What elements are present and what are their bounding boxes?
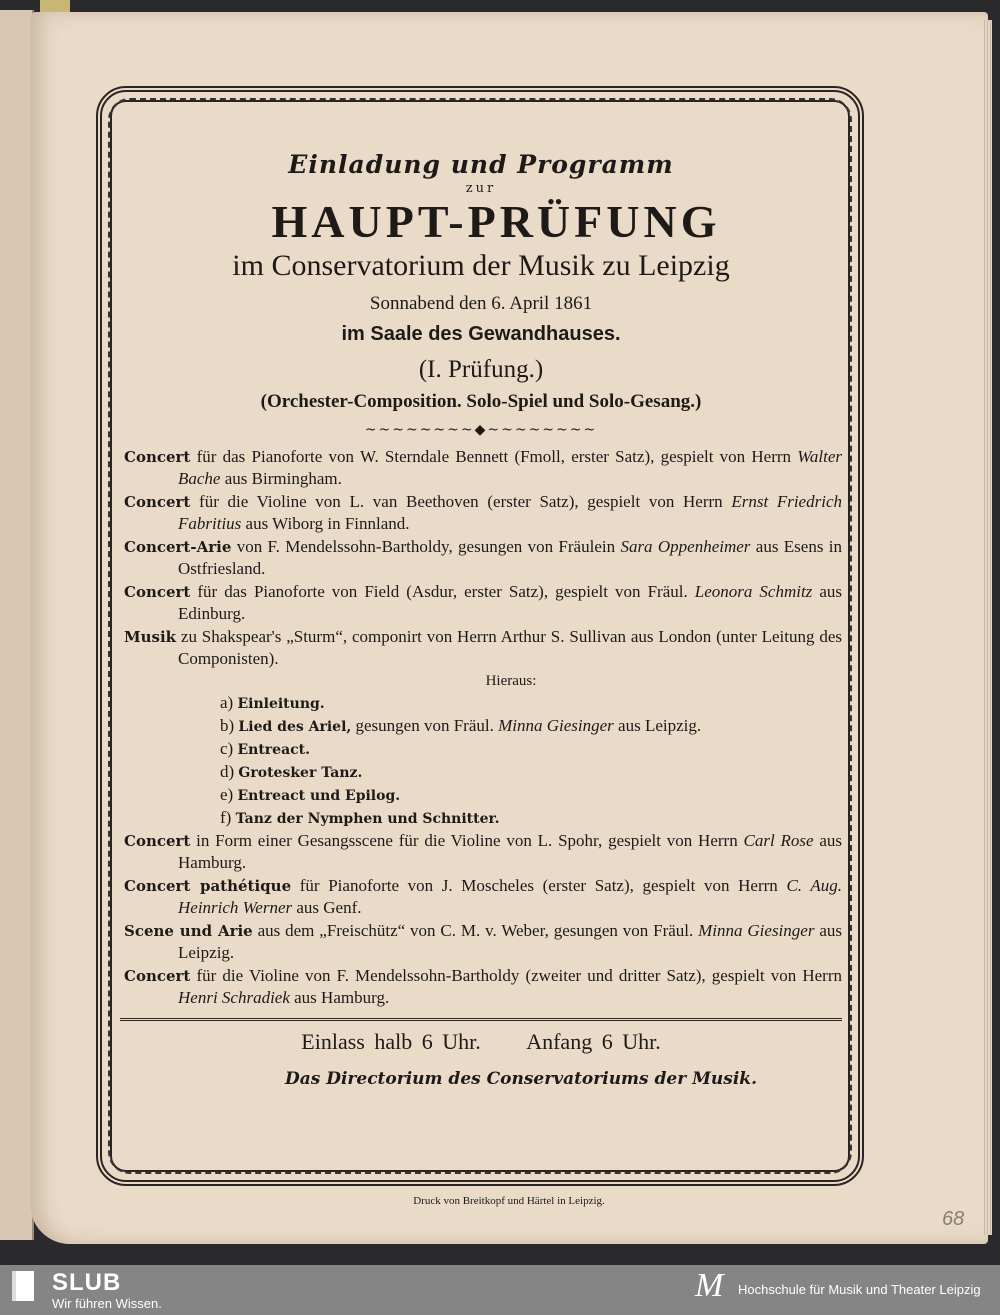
program-entry (120, 536, 842, 579)
performer-origin: aus Edinburg. (178, 582, 842, 623)
entry-work: Scene und Arie (124, 922, 253, 940)
program-entry (120, 626, 842, 669)
performer-name: Leonora Schmitz (694, 582, 813, 601)
entry-work: Concert (124, 967, 191, 985)
performer-origin: aus Leipzig. (613, 716, 702, 735)
program-entry (120, 920, 842, 963)
performer-name: Sara Oppenheimer (620, 537, 751, 556)
entry-details: in Form einer Gesangsscene für die Violine von L. Spohr, gespielt von Herrn (190, 831, 744, 850)
performer-name: Carl Rose (743, 831, 814, 850)
entry-details: aus dem „Freischütz“ von C. M. v. Weber, gesungen von Fräul. (252, 921, 699, 940)
performer-name: C. Aug. Heinrich Werner (178, 876, 843, 917)
performer-origin: aus Leipzig. (178, 921, 842, 962)
venue: im Saale des Gewandhauses. (341, 323, 621, 345)
exam-number: (I. Prüfung.) (418, 356, 544, 383)
entry-work: Concert (124, 832, 191, 850)
categories: (Orchester-Composition. Solo-Spiel und Solo-Gesang.) (260, 391, 702, 412)
start-time: Anfang 6 Uhr. (526, 1029, 661, 1054)
entry-details: für Pianoforte von J. Moscheles (erster Satz), gespielt von Herrn (291, 876, 787, 895)
entry-work: Lied des Ariel, (238, 719, 352, 735)
program-entry (120, 446, 842, 489)
entry-details: von F. Mendelssohn-Bartholdy, gesungen von Fräulein (231, 537, 621, 556)
entry-work: Concert (124, 583, 191, 601)
performer-name: Minna Giesinger (498, 716, 614, 735)
sub-item (120, 715, 842, 738)
program-entry (120, 491, 842, 534)
entry-details: für das Pianoforte von W. Sterndale Bennett (Fmoll, erster Satz), gespielt von Herrn (190, 447, 798, 466)
slub-logo-icon (12, 1271, 34, 1301)
entry-details: gesungen von Fräul. (351, 716, 499, 735)
slub-tagline: Wir führen Wissen. (52, 1296, 162, 1311)
entry-work: Einleitung. (237, 696, 325, 712)
signature-directorium: Das Directorium des Conservatoriums der Musik. (284, 1069, 758, 1089)
sub-item-label: c) (220, 739, 234, 758)
sub-item (120, 738, 842, 761)
performer-name: Ernst Friedrich Fabritius (178, 492, 842, 533)
sub-item-label: f) (220, 808, 232, 827)
program-entry (120, 965, 842, 1008)
main-title: HAUPT-PRÜFUNG (271, 196, 721, 247)
performer-name: Henri Schradiek (178, 988, 290, 1007)
entry-details: zu Shakspear's „Sturm“, componirt von Herrn Arthur S. Sullivan aus London (unter Leitung des Componisten). (176, 627, 842, 668)
page-stack-edge (984, 20, 992, 1235)
sub-item (120, 784, 842, 807)
entry-work: Entreact. (237, 742, 311, 758)
sub-item (120, 807, 842, 830)
sub-item (120, 692, 842, 715)
hmt-name[interactable]: Hochschule für Musik und Theater Leipzig (738, 1282, 981, 1297)
entry-work: Concert pathétique (124, 877, 292, 895)
program-entry (120, 830, 842, 873)
times (120, 1029, 842, 1055)
entry-work: Concert (124, 493, 191, 511)
sub-item-label: b) (220, 716, 235, 735)
program-entry (120, 581, 842, 624)
performer-name: Walter Bache (178, 447, 842, 488)
page-number: 68 (942, 1208, 965, 1230)
date: Sonnabend den 6. April 1861 (369, 293, 593, 314)
hieraus-label: Hieraus: (485, 673, 537, 689)
hmt-logo-icon: M (695, 1267, 724, 1304)
divider-rule (120, 1018, 842, 1021)
performer-origin: aus Esens in Ostfriesland. (178, 537, 843, 578)
program-entry (120, 875, 842, 918)
entry-work: Entreact und Epilog. (237, 788, 401, 804)
admission-time: Einlass halb 6 Uhr. (301, 1029, 481, 1054)
entry-details: für die Violine von L. van Beethoven (erster Satz), gespielt von Herrn (190, 492, 732, 511)
program-list (120, 446, 842, 1008)
zur-label: zur (465, 181, 497, 196)
performer-name: Minna Giesinger (698, 921, 815, 940)
performer-origin: aus Hamburg. (289, 988, 390, 1007)
sub-item-label: e) (220, 785, 234, 804)
entry-work: Concert (124, 448, 191, 466)
entry-work: Musik (124, 628, 177, 646)
performer-origin: aus Hamburg. (178, 831, 842, 872)
performer-origin: aus Birmingham. (220, 469, 342, 488)
sub-item-label: d) (220, 762, 235, 781)
ornament-divider: ~~~~~~~~◆~~~~~~~~ (364, 422, 598, 438)
left-page-edge (0, 10, 34, 1240)
printer-credit: Druck von Breitkopf und Härtel in Leipzig. (413, 1195, 605, 1207)
performer-origin: aus Genf. (292, 898, 362, 917)
entry-details: für die Violine von F. Mendelssohn-Bartholdy (zweiter und dritter Satz), gespielt von Herrn (190, 966, 842, 985)
program-content (120, 150, 842, 1089)
sub-item (120, 761, 842, 784)
entry-work: Tanz der Nymphen und Schnitter. (235, 811, 500, 827)
performer-origin: aus Wiborg in Finnland. (241, 514, 410, 533)
entry-work: Concert-Arie (124, 538, 232, 556)
invitation-heading: Einladung und Programm (288, 150, 674, 179)
sub-item-label: a) (220, 693, 234, 712)
footer-bar (0, 1265, 1000, 1315)
entry-details: für das Pianoforte von Field (Asdur, erster Satz), gespielt von Fräul. (190, 582, 695, 601)
entry-work: Grotesker Tanz. (238, 765, 363, 781)
subtitle: im Conservatorium der Musik zu Leipzig (232, 249, 730, 282)
slub-logo-text[interactable]: SLUB (52, 1269, 122, 1296)
